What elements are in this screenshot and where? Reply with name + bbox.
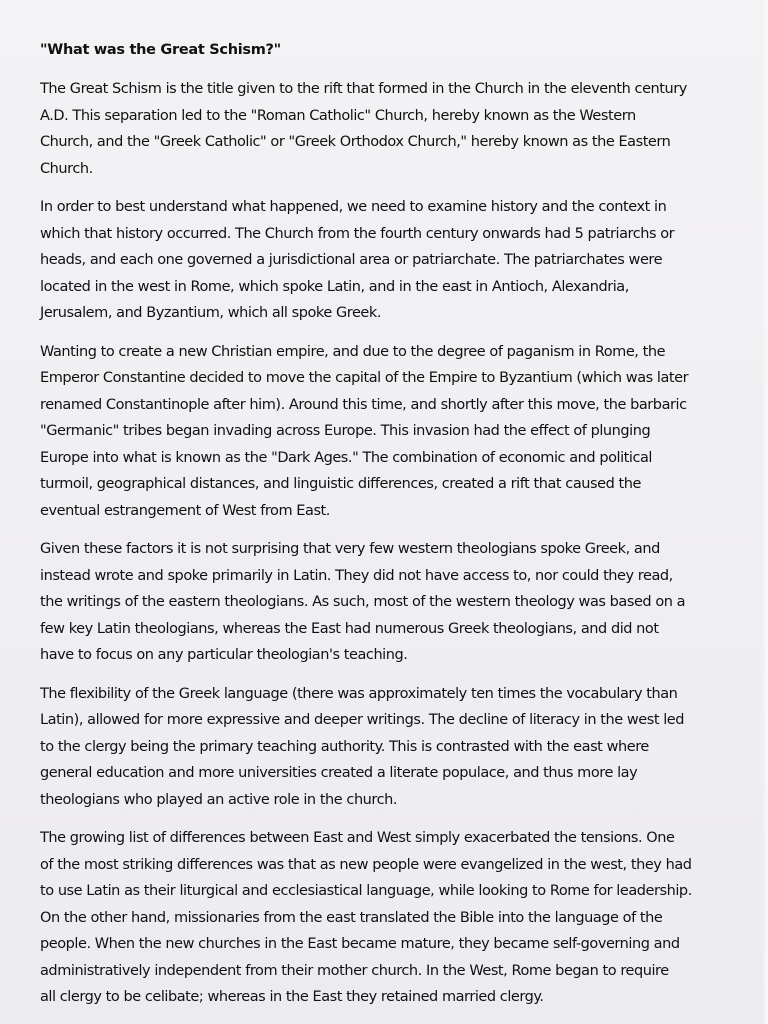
- paragraph-line: Wanting to create a new Christian empire, and due to the degree of paganism in Rome, the: [40, 343, 666, 360]
- paragraph-line: located in the west in Rome, which spoke Latin, and in the east in Antioch, Alexandria,: [40, 278, 629, 295]
- paragraph-line: The growing list of differences between East and West simply exacerbated the tensions. One: [40, 830, 675, 846]
- paragraph-line: A.D. This separation led to the "Roman Catholic" Church, hereby known as the Western: [40, 107, 636, 124]
- paragraph-4: [40, 536, 742, 669]
- paragraph-2: [40, 194, 742, 327]
- paragraph-line: people. When the new churches in the East became mature, they became self-governing and: [40, 936, 680, 952]
- paragraph-line: heads, and each one governed a jurisdictional area or patriarchate. The patriarchates were: [40, 252, 663, 268]
- paragraph-1: [40, 76, 742, 182]
- paragraph-line: Europe into what is known as the "Dark Ages." The combination of economic and political: [40, 449, 653, 466]
- paragraph-line: turmoil, geographical distances, and linguistic differences, created a rift that caused the: [40, 476, 641, 492]
- paragraph-5: [40, 681, 742, 814]
- paragraph-line: to use Latin as their liturgical and ecclesiastical language, while looking to Rome for leadership.: [40, 883, 692, 899]
- paragraph-line: theologians who played an active role in the church.: [40, 791, 398, 808]
- paragraph-line: have to focus on any particular theologian's teaching.: [40, 647, 408, 663]
- paragraph-line: general education and more universities created a literate populace, and thus more lay: [40, 765, 638, 781]
- paragraph-line: Church, and the "Greek Catholic" or "Greek Orthodox Church," hereby known as the Eastern: [40, 134, 671, 150]
- paragraph-line: few key Latin theologians, whereas the East had numerous Greek theologians, and did not: [40, 620, 659, 637]
- document-title: "What was the Great Schism?": [40, 42, 281, 58]
- paragraph-line: eventual estrangement of West from East.: [40, 502, 330, 519]
- paragraph-line: In order to best understand what happened, we need to examine history and the context in: [40, 199, 667, 215]
- paragraph-line: The flexibility of the Greek language (there was approximately ten times the vocabulary than: [40, 685, 678, 702]
- scan-edge-shadow: [762, 0, 768, 1024]
- paragraph-line: administratively independent from their mother church. In the West, Rome began to require: [40, 962, 669, 979]
- paragraph-line: Church.: [40, 160, 93, 177]
- paragraph-line: which that history occurred. The Church from the fourth century onwards had 5 patriarchs or: [40, 225, 675, 242]
- paragraph-line: Given these factors it is not surprising that very few western theologians spoke Greek, and: [40, 541, 660, 557]
- paragraph-line: renamed Constantinople after him). Around this time, and shortly after this move, the barbaric: [40, 396, 687, 413]
- paragraph-line: On the other hand, missionaries from the east translated the Bible into the language of the: [40, 909, 663, 926]
- paragraph-line: all clergy to be celibate; whereas in the East they retained married clergy.: [40, 989, 544, 1005]
- paragraph-line: The Great Schism is the title given to the rift that formed in the Church in the eleventh century: [40, 81, 687, 97]
- paragraph-line: Latin), allowed for more expressive and deeper writings. The decline of literacy in the west led: [40, 712, 685, 728]
- paragraph-line: instead wrote and spoke primarily in Latin. They did not have access to, nor could they read,: [40, 567, 673, 584]
- paragraph-line: of the most striking differences was that as new people were evangelized in the west, they had: [40, 856, 692, 873]
- paragraph-line: to the clergy being the primary teaching authority. This is contrasted with the east where: [40, 738, 649, 755]
- paragraph-3: [40, 339, 742, 525]
- paragraph-line: "Germanic" tribes began invading across Europe. This invasion had the effect of plunging: [40, 423, 651, 439]
- paragraph-line: Jerusalem, and Byzantium, which all spoke Greek.: [40, 305, 381, 321]
- paragraph-line: the writings of the eastern theologians. As such, most of the western theology was based on a: [40, 594, 686, 610]
- paragraph-line: Emperor Constantine decided to move the capital of the Empire to Byzantium (which was later: [40, 370, 689, 386]
- paragraph-6: [40, 825, 742, 1011]
